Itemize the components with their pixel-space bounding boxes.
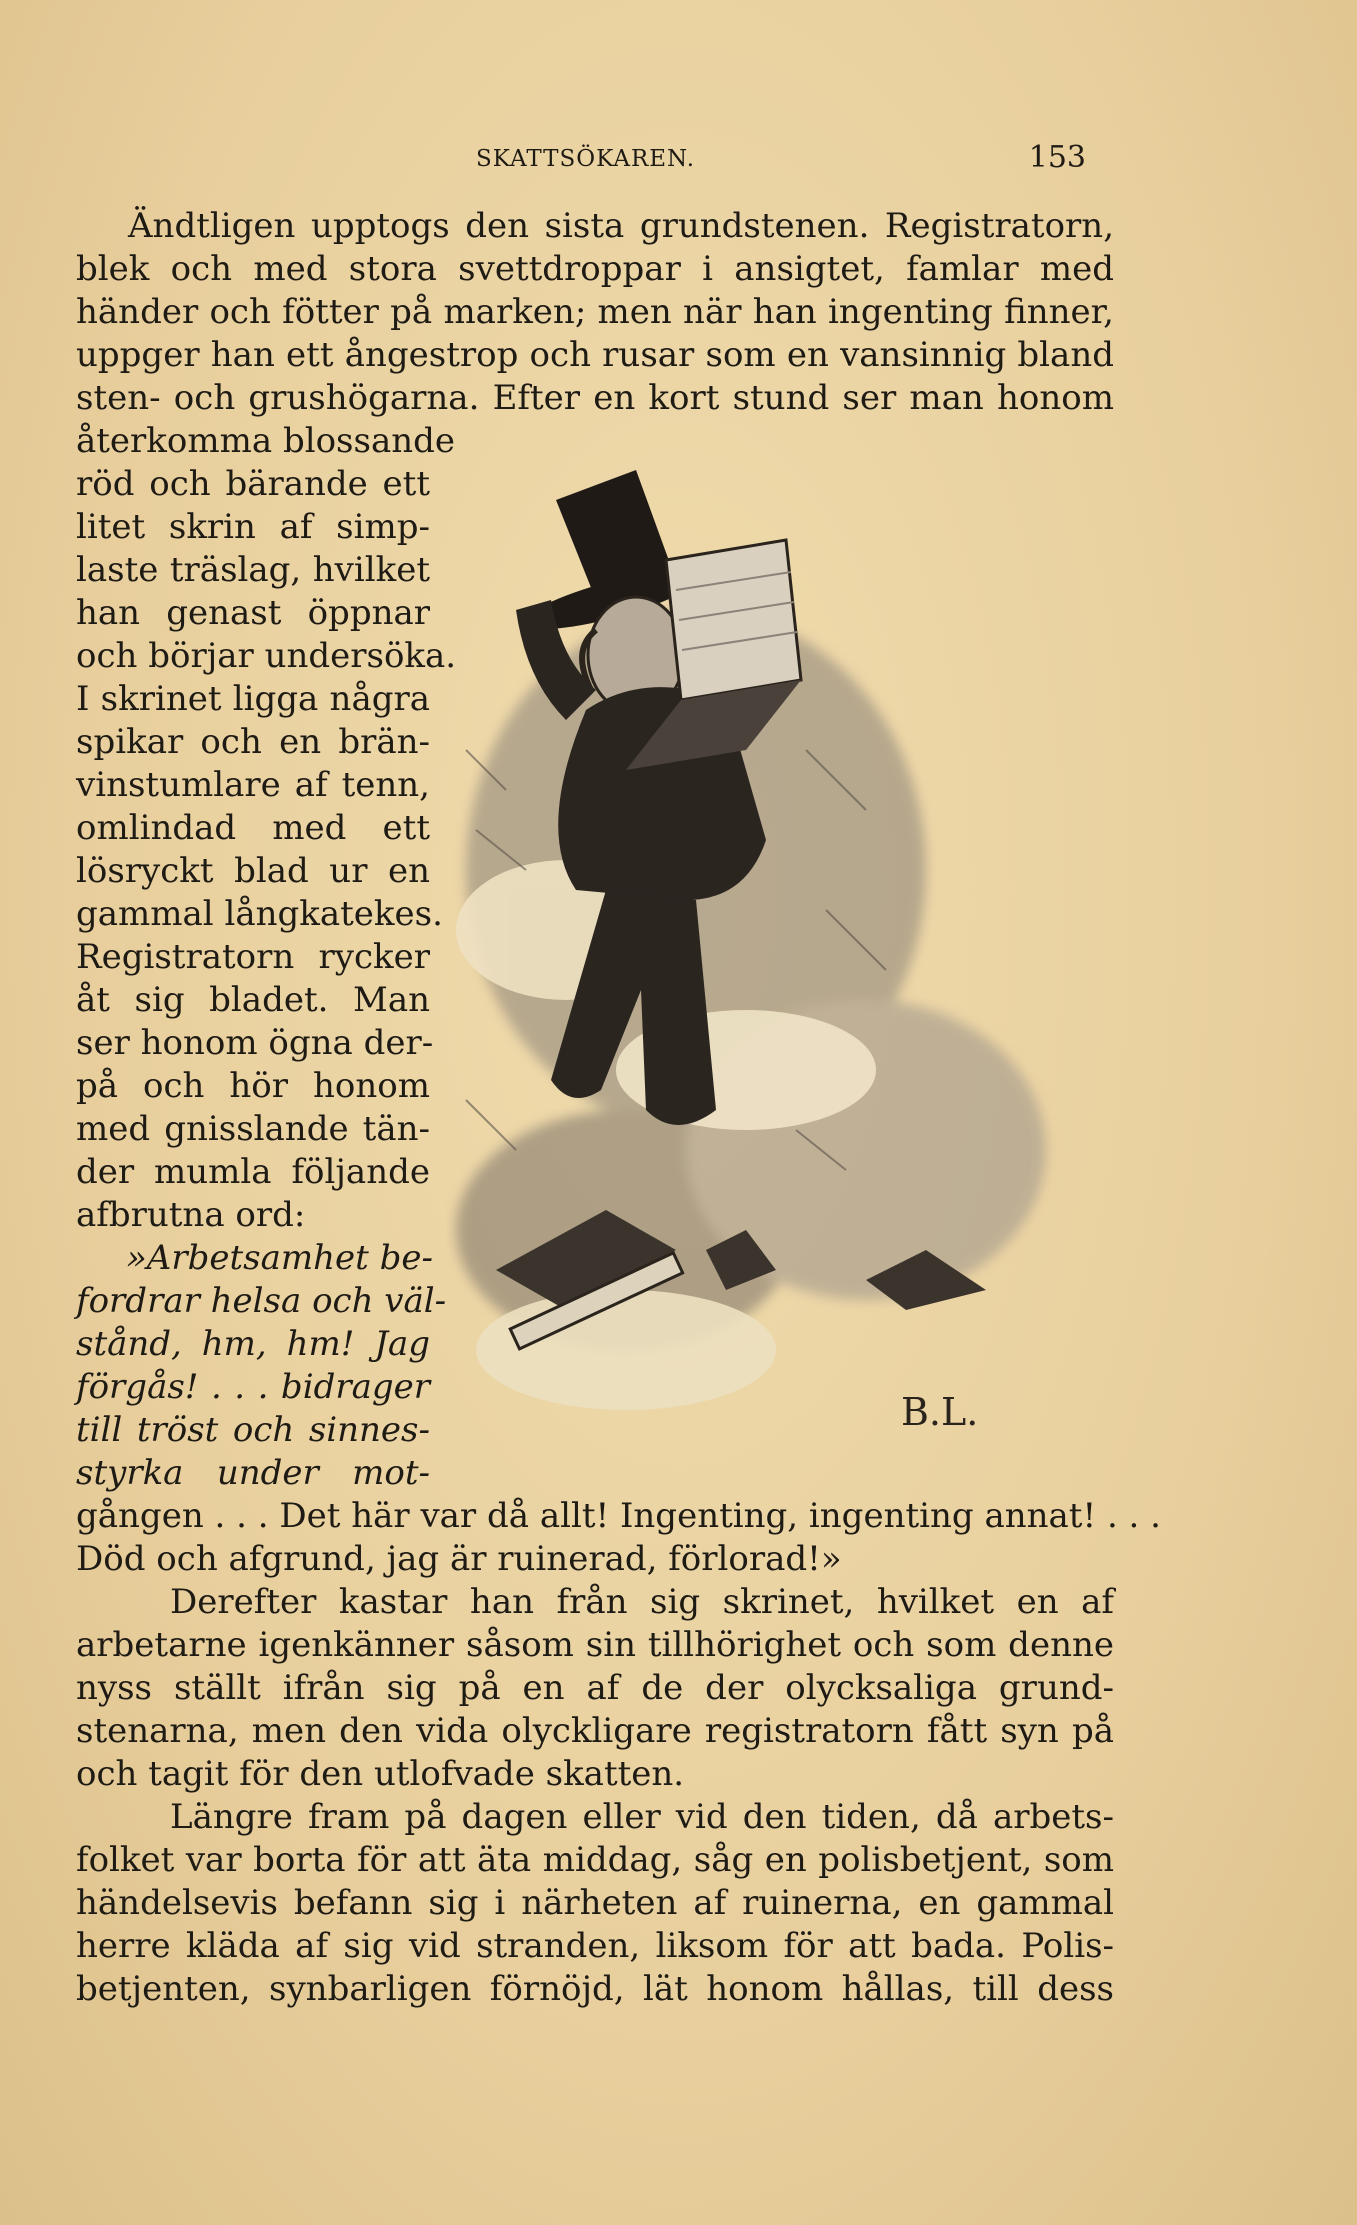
- text-line: stånd, hm, hm! Jag: [76, 1324, 430, 1364]
- text-line: Derefter kastar han från sig skrinet, hvilket en af: [170, 1582, 1114, 1622]
- illustrator-signature: B.L.: [901, 1390, 979, 1434]
- text-line: styrka under mot-: [76, 1453, 430, 1493]
- text-line: gången . . . Det här var då allt! Ingenting, ingenting annat! . . .: [76, 1496, 1161, 1536]
- text-line: nyss ställt ifrån sig på en af de der olycksaliga grund-: [76, 1668, 1114, 1708]
- text-line: händer och fötter på marken; men när han ingenting finner,: [76, 292, 1114, 332]
- text-line: åt sig bladet. Man: [76, 980, 430, 1020]
- running-title: SKATTSÖKAREN.: [476, 146, 696, 172]
- illustration-drawing: [446, 450, 1136, 1450]
- text-line: uppger han ett ångestrop och rusar som en vansinnig bland: [76, 335, 1114, 375]
- text-line: på och hör honom: [76, 1066, 430, 1106]
- text-line: ser honom ögna der-: [76, 1023, 434, 1063]
- text-line: arbetarne igenkänner såsom sin tillhörighet och som denne: [76, 1625, 1114, 1665]
- text-line: litet skrin af simp-: [76, 507, 430, 547]
- text-line: Ändtligen upptogs den sista grundstenen. Registratorn,: [128, 206, 1114, 246]
- text-line: och tagit för den utlofvade skatten.: [76, 1754, 685, 1794]
- text-line: omlindad med ett: [76, 808, 430, 848]
- text-line: »Arbetsamhet be-: [126, 1238, 433, 1278]
- text-line: I skrinet ligga några: [76, 679, 430, 719]
- text-line: Längre fram på dagen eller vid den tiden, då arbets-: [170, 1797, 1114, 1837]
- text-line: afbrutna ord:: [76, 1195, 306, 1235]
- page-number: 153: [1028, 140, 1086, 175]
- text-line: till tröst och sinnes-: [76, 1410, 430, 1450]
- illustration-registrator: [446, 450, 1136, 1450]
- text-line: gammal långkatekes.: [76, 894, 443, 934]
- text-line: vinstumlare af tenn,: [76, 765, 430, 805]
- text-line: fordrar helsa och väl-: [76, 1281, 447, 1321]
- text-line: der mumla följande: [76, 1152, 430, 1192]
- text-line: återkomma blossande: [76, 421, 455, 461]
- text-line: laste träslag, hvilket: [76, 550, 430, 590]
- text-line: förgås! . . . bidrager: [76, 1367, 430, 1407]
- text-line: herre kläda af sig vid stranden, liksom för att bada. Polis-: [76, 1926, 1114, 1966]
- text-line: röd och bärande ett: [76, 464, 430, 504]
- text-line: stenarna, men den vida olyckligare registratorn fått syn på: [76, 1711, 1114, 1751]
- text-line: betjenten, synbarligen förnöjd, lät honom hållas, till dess: [76, 1969, 1114, 2009]
- text-line: han genast öppnar: [76, 593, 430, 633]
- text-line: händelsevis befann sig i närheten af ruinerna, en gammal: [76, 1883, 1114, 1923]
- text-line: med gnisslande tän-: [76, 1109, 430, 1149]
- page-header: [76, 140, 1086, 180]
- text-line: lösryckt blad ur en: [76, 851, 430, 891]
- text-line: blek och med stora svettdroppar i ansigtet, famlar med: [76, 249, 1114, 289]
- text-line: och börjar undersöka.: [76, 636, 457, 676]
- text-line: Registratorn rycker: [76, 937, 430, 977]
- text-line: sten- och grushögarna. Efter en kort stund ser man honom: [76, 378, 1114, 418]
- text-line: Död och afgrund, jag är ruinerad, förlorad!»: [76, 1539, 842, 1579]
- text-line: spikar och en brän-: [76, 722, 430, 762]
- text-line: folket var borta för att äta middag, såg en polisbetjent, som: [76, 1840, 1114, 1880]
